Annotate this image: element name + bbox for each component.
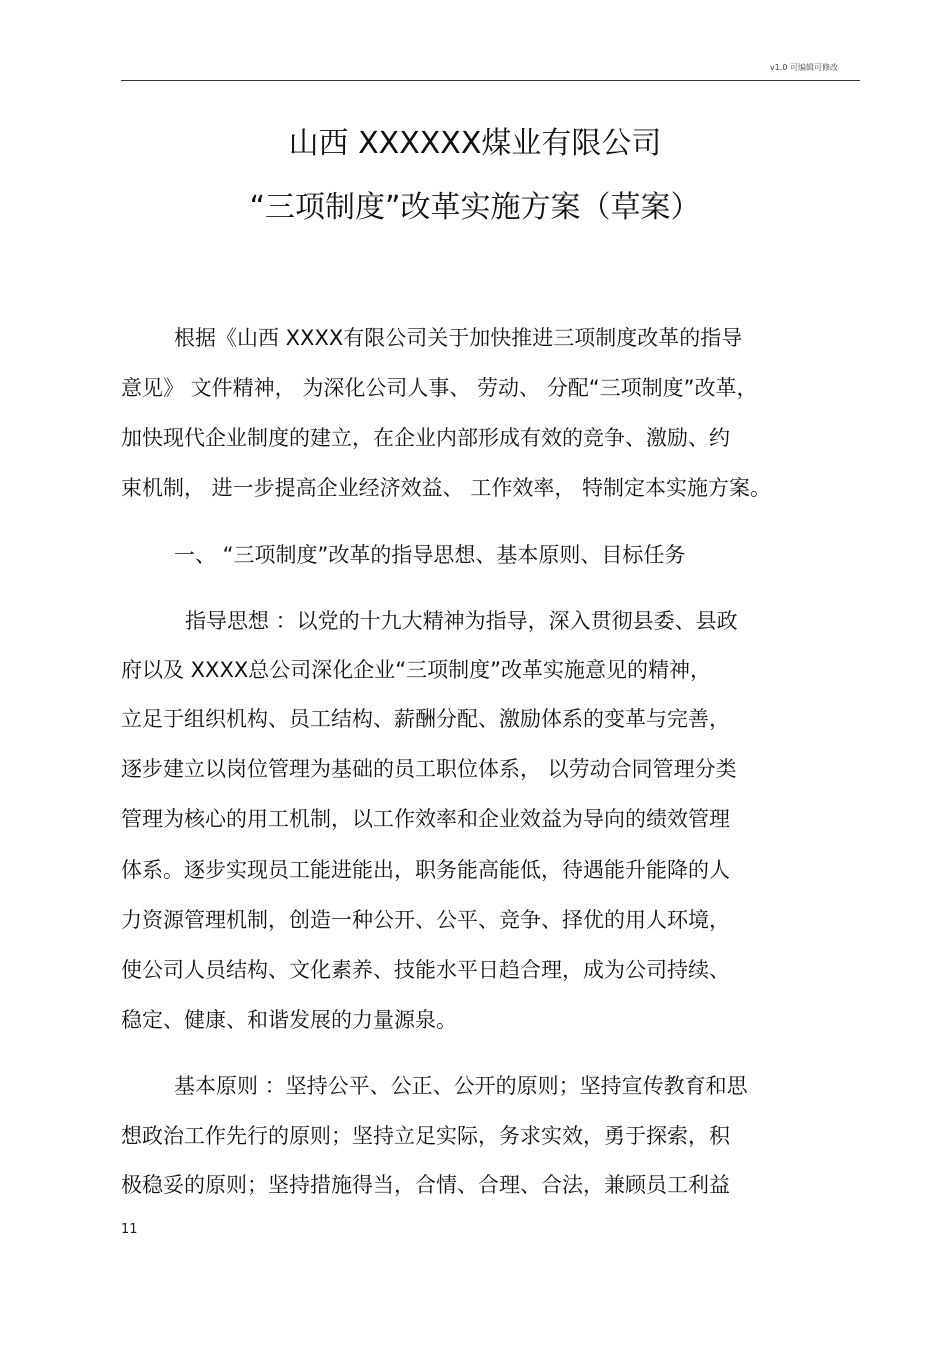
body-line: 极稳妥的原则；坚持措施得当，合情、合理、合法，兼顾员工利益: [121, 1173, 730, 1197]
body-line: 力资源管理机制，创造一种公开、公平、竞争、择优的用人环境，: [121, 908, 730, 932]
body-line: 基本原则 ：坚持公平、公正、公开的原则；坚持宣传教育和思: [174, 1074, 748, 1098]
body-line: 管理为核心的用工机制，以工作效率和企业效益为导向的绩效管理: [121, 807, 730, 831]
body-line: 根据《山西 XXXX有限公司关于加快推进三项制度改革的指导: [174, 326, 743, 350]
page-number: 11: [121, 1222, 138, 1237]
title-company: 山西 XXXXXX煤业有限公司: [288, 126, 662, 161]
body-line: 使公司人员结构、文化素养、技能水平日趋合理，成为公司持续、: [121, 958, 730, 982]
body-line: 稳定、健康、和谐发展的力量源泉。: [121, 1008, 457, 1032]
body-line: 束机制， 进一步提高企业经济效益、 工作效率， 特制定本实施方案。: [121, 476, 772, 500]
body-line: 逐步建立以岗位管理为基础的员工职位体系， 以劳动合同管理分类: [121, 757, 737, 781]
version-note: v1.0 可编辑可修改: [770, 63, 838, 72]
body-line: 府以及 XXXX总公司深化企业“三项制度”改革实施意见的精神，: [121, 658, 711, 682]
body-line: 立足于组织机构、员工结构、薪酬分配、激励体系的变革与完善，: [121, 707, 730, 731]
header-divider: [121, 80, 860, 81]
body-line: 指导思想 ：以党的十九大精神为指导，深入贯彻县委、县政: [185, 609, 738, 633]
body-line: 想政治工作先行的原则；坚持立足实际，务求实效，勇于探索，积: [121, 1124, 730, 1148]
section-heading: 一、 “三项制度”改革的指导思想、基本原则、目标任务: [174, 543, 686, 567]
body-line: 加快现代企业制度的建立，在企业内部形成有效的竞争、激励、约: [121, 426, 730, 450]
body-line: 意见》 文件精神， 为深化公司人事、 劳动、 分配“三项制度”改革，: [121, 376, 758, 400]
title-plan: “三项制度”改革实施方案（草案）: [249, 190, 701, 225]
body-line: 体系。逐步实现员工能进能出，职务能高能低，待遇能升能降的人: [121, 858, 730, 882]
